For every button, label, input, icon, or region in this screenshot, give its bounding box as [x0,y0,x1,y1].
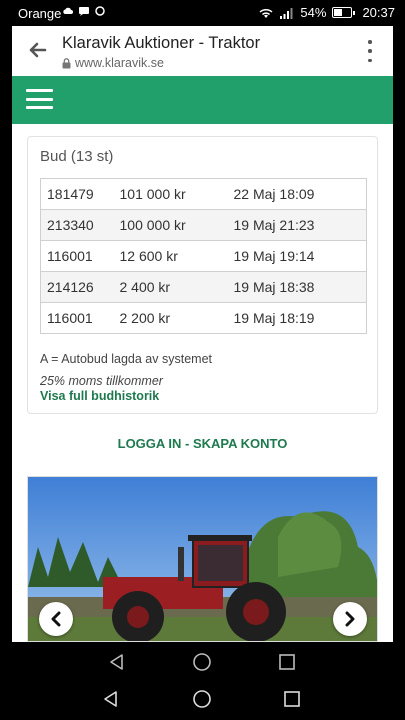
lock-icon [62,58,71,69]
auth-links [12,436,393,451]
tractor-illustration [28,477,378,642]
signal-icon [280,7,294,19]
bid-amount: 100 000 kr [114,210,228,241]
chevron-left-icon [49,611,63,627]
table-row [41,210,367,241]
slider-next-button[interactable] [333,602,367,636]
table-row [41,179,367,210]
url-text: www.klaravik.se [75,56,164,70]
message-icon [78,5,90,17]
arrow-left-icon[interactable] [26,39,48,61]
wifi-icon [258,7,274,19]
bid-card [27,136,378,414]
battery-icon [332,7,352,18]
bid-history-link[interactable]: Visa full budhistorik [40,389,160,403]
home-circle-icon[interactable] [192,689,212,709]
bid-amount: 2 400 kr [114,272,228,303]
battery-percent: 54% [300,5,327,20]
bidder-id: 116001 [41,241,114,272]
bidder-id: 214126 [41,272,114,303]
bid-amount: 12 600 kr [114,241,228,272]
cloud-icon [62,5,74,17]
slider-prev-button[interactable] [39,602,73,636]
bidder-id: 116001 [41,303,114,334]
clock: 20:37 [362,5,395,20]
back-triangle-icon[interactable] [101,689,121,709]
bid-title: Bud (13 st) [40,148,114,165]
table-row [41,272,367,303]
home-circle-icon[interactable] [192,652,212,672]
vat-note: 25% moms tillkommer [40,374,163,388]
bid-time: 19 Maj 18:19 [228,303,367,334]
bid-amount: 2 200 kr [114,303,228,334]
url-bar[interactable] [62,56,164,70]
bid-amount: 101 000 kr [114,179,228,210]
login-link[interactable]: LOGGA IN [117,436,182,451]
page-title: Klaravik Auktioner - Traktor [62,34,261,52]
bid-time: 19 Maj 21:23 [228,210,367,241]
recents-square-icon[interactable] [282,689,302,709]
more-vertical-icon[interactable] [367,40,373,62]
chevron-right-icon [343,611,357,627]
table-row [41,303,367,334]
system-nav-bar [0,642,405,720]
status-bar [0,0,405,26]
web-page [12,76,393,642]
sync-icon [94,5,106,17]
bidder-id: 213340 [41,210,114,241]
auto-bid-note: A = Autobud lagda av systemet [40,352,212,366]
bid-time: 22 Maj 18:09 [228,179,367,210]
browser-toolbar [12,26,393,76]
bid-time: 19 Maj 18:38 [228,272,367,303]
tractor-photo[interactable] [27,476,378,642]
hamburger-icon[interactable] [26,89,53,109]
auth-separator: - [181,436,193,451]
site-nav-bar [12,76,393,124]
bidder-id: 181479 [41,179,114,210]
bid-table [40,178,367,334]
bid-time: 19 Maj 19:14 [228,241,367,272]
back-triangle-icon[interactable] [107,652,127,672]
register-link[interactable]: SKAPA KONTO [192,436,288,451]
carrier-name: Orange [18,6,62,21]
table-row [41,241,367,272]
recents-square-icon[interactable] [277,652,297,672]
